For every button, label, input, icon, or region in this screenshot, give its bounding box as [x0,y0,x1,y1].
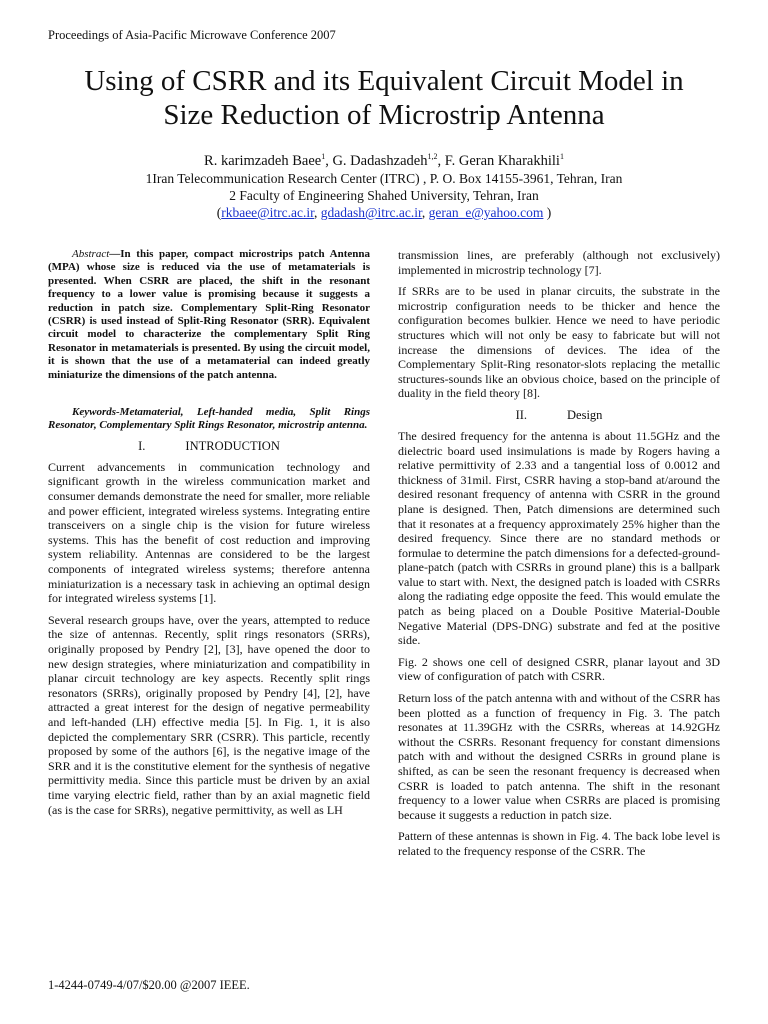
author-3-affil: 1 [559,152,564,162]
intro-paragraph-2: Several research groups have, over the years, attempted to reduce the size of antennas. Recently, split rings resonators (SRRs), originally proposed by Pendry [2], [3], have opened the door to new design strategies, where miniaturization and compatibility in planar circuit technology are key aspects. Recently split rings resonators (SRRs), originally proposed by Pendry [4], [2], have attracted a great interest for the design of negative permeability and left-handed (LH) effective media [5]. In Fig. 1, it is also depicted the complementary SRR (CSRR). This particle, recently proposed by some of the authors [6], is the negative image of the SRR and it is the constitutive element for the synthesis of negative permittivity media. Since this particle must be driven by an axial time varying electric field, rather than by an axial magnetic field (as is the case for SRRs), negative permittivity, as well as LH [48,612,370,817]
email-link-3[interactable]: geran_e@yahoo.com [428,205,544,220]
title-line-1: Using of CSRR and its Equivalent Circuit Model in [84,65,684,97]
section-number: II. [515,407,528,422]
email-close-paren: ) [543,205,552,220]
email-sep: , [421,205,429,220]
author-2: G. Dadashzadeh [332,153,428,169]
copyright-footer: 1-4244-0749-4/07/$20.00 @2007 IEEE. [48,978,250,992]
keywords: Keywords-Metamaterial, Left-handed media, Split Rings Resonator, Complementary Split Rings Resonator, microstrip antenna. [48,406,370,432]
author-sep: , [325,153,333,169]
design-paragraph-2: Fig. 2 shows one cell of designed CSRR, planar layout and 3D view of configuration of patch with CSRR. [398,654,720,684]
affiliation-1: 1Iran Telecommunication Research Center (ITRC) , P. O. Box 14155-3961, Tehran, Iran [145,171,623,186]
email-link-2[interactable]: gdadash@itrc.ac.ir [320,205,422,220]
author-block [40,153,728,221]
section-title: Design [567,407,603,422]
author-names [40,153,728,170]
abstract-text: —In this paper, compact microstrips patch Antenna (MPA) whose size is reduced via the use of metamaterials is presented. When CSRR are placed, the shift in the resonant frequency to a lower value is promising because it suggests a reduction in patch size. Complementary Split-Ring Resonator (CSRR) is used instead of Split-Ring Resonator (SRR). Equivalent circuit model to characterize the complementary Split Ring Resonator in metamaterials is presented. By using the circuit model, it is shown that the use of a metamaterial can indeed greatly miniaturize the dimensions of the patch antenna. [48,248,370,381]
running-head: Proceedings of Asia-Pacific Microwave Conference 2007 [48,28,336,42]
design-paragraph-3: Return loss of the patch antenna with and without of the CSRR has been plotted as a function of frequency in Fig. 3. The patch resonates at 11.39GHz with the CSRRs, whereas at 14.92GHz without the CSRRs. Resonant frequency for constant dimensions patch with and without the designed CSRRs in ground plane is shifted, as can be seen the resonant frequency is decreased when CSRR is loaded to patch antenna. The shift in the resonant frequency to a lower value when CSRRs are placed is promising because it suggests a reduction in patch size. [398,691,720,822]
right-column [398,248,720,866]
abstract [48,248,370,382]
design-paragraph-4: Pattern of these antennas is shown in Fig. 4. The back lobe level is related to the frequency response of the CSRR. The [398,829,720,858]
title-line-2: Size Reduction of Microstrip Antenna [163,99,605,131]
right-paragraph-1: transmission lines, are preferably (although not exclusively) implemented in microstrip technology [7]. [398,248,720,277]
section-heading-introduction [48,439,370,454]
email-sep: , [314,205,321,220]
left-column [48,248,370,824]
author-2-affil: 1,2 [427,152,438,162]
section-number: I. [138,438,146,453]
email-link-1[interactable]: rkbaee@itrc.ac.ir [221,205,315,220]
author-sep: , [437,153,445,169]
author-1-affil: 1 [321,152,326,162]
author-3: F. Geran Kharakhili [444,153,560,169]
intro-paragraph-1: Current advancements in communication technology and significant growth in the wireless communication market and consumer demands demonstrate the need for smaller, more reliable and power efficient, integrated wireless systems. Integrating entire transceivers on a single chip is the vision for future wireless systems. This has the benefit of cost reduction and improving system reliability. Antennas are considered to be the largest components of integrated wireless systems; therefore antenna miniaturization is a necessary task in achieving an optimal design for integrated wireless systems [1]. [48,459,370,606]
author-1: R. karimzadeh Baee [204,153,322,169]
design-paragraph-1: The desired frequency for the antenna is about 11.5GHz and the dielectric board used insimulations is made by Rogers having a relative permittivity of 2.33 and a tangential loss of 0.0012 and thickness of 31mil. First, CSRR having a stop-band at/around the desired resonant frequency of antenna with CSRR in the ground plane is designed. Then, Patch dimensions are determined such that it resonates at a frequency approximately 25% higher than the desired frequency. Since there are no standard methods or formulae to determine the patch dimensions for a defected-ground-plane-patch (patch with CSRRs in ground plane) this is a ballpark value to start with. Next, the designed patch is loaded with CSRRs along the radiating edge opposite the feed. This would emulate the patch as being placed on a Double Positive Material-Double Negative Material (DPS-DNG) substrate and fed at the positive side. [398,428,720,648]
section-title: INTRODUCTION [185,438,280,453]
paper-title [40,64,728,132]
affiliation-2: 2 Faculty of Engineering Shahed University, Tehran, Iran [229,188,539,203]
section-heading-design [398,408,720,423]
abstract-label: Abstract [72,248,110,260]
right-paragraph-2: If SRRs are to be used in planar circuits, the substrate in the microstrip configuration needs to be thicker and hence the configuration becomes bulkier. Hence we need to have periodic structures which will not only be easy to fabricate but will not increase the dimensions of devices. The idea of the Complementary Split-Ring resonator-slots replacing the metallic structures-sounds like an obvious choice, based on the principle of duality in the field theory [8]. [398,284,720,401]
author-emails [40,204,728,221]
email-open-paren: ( [216,205,222,220]
